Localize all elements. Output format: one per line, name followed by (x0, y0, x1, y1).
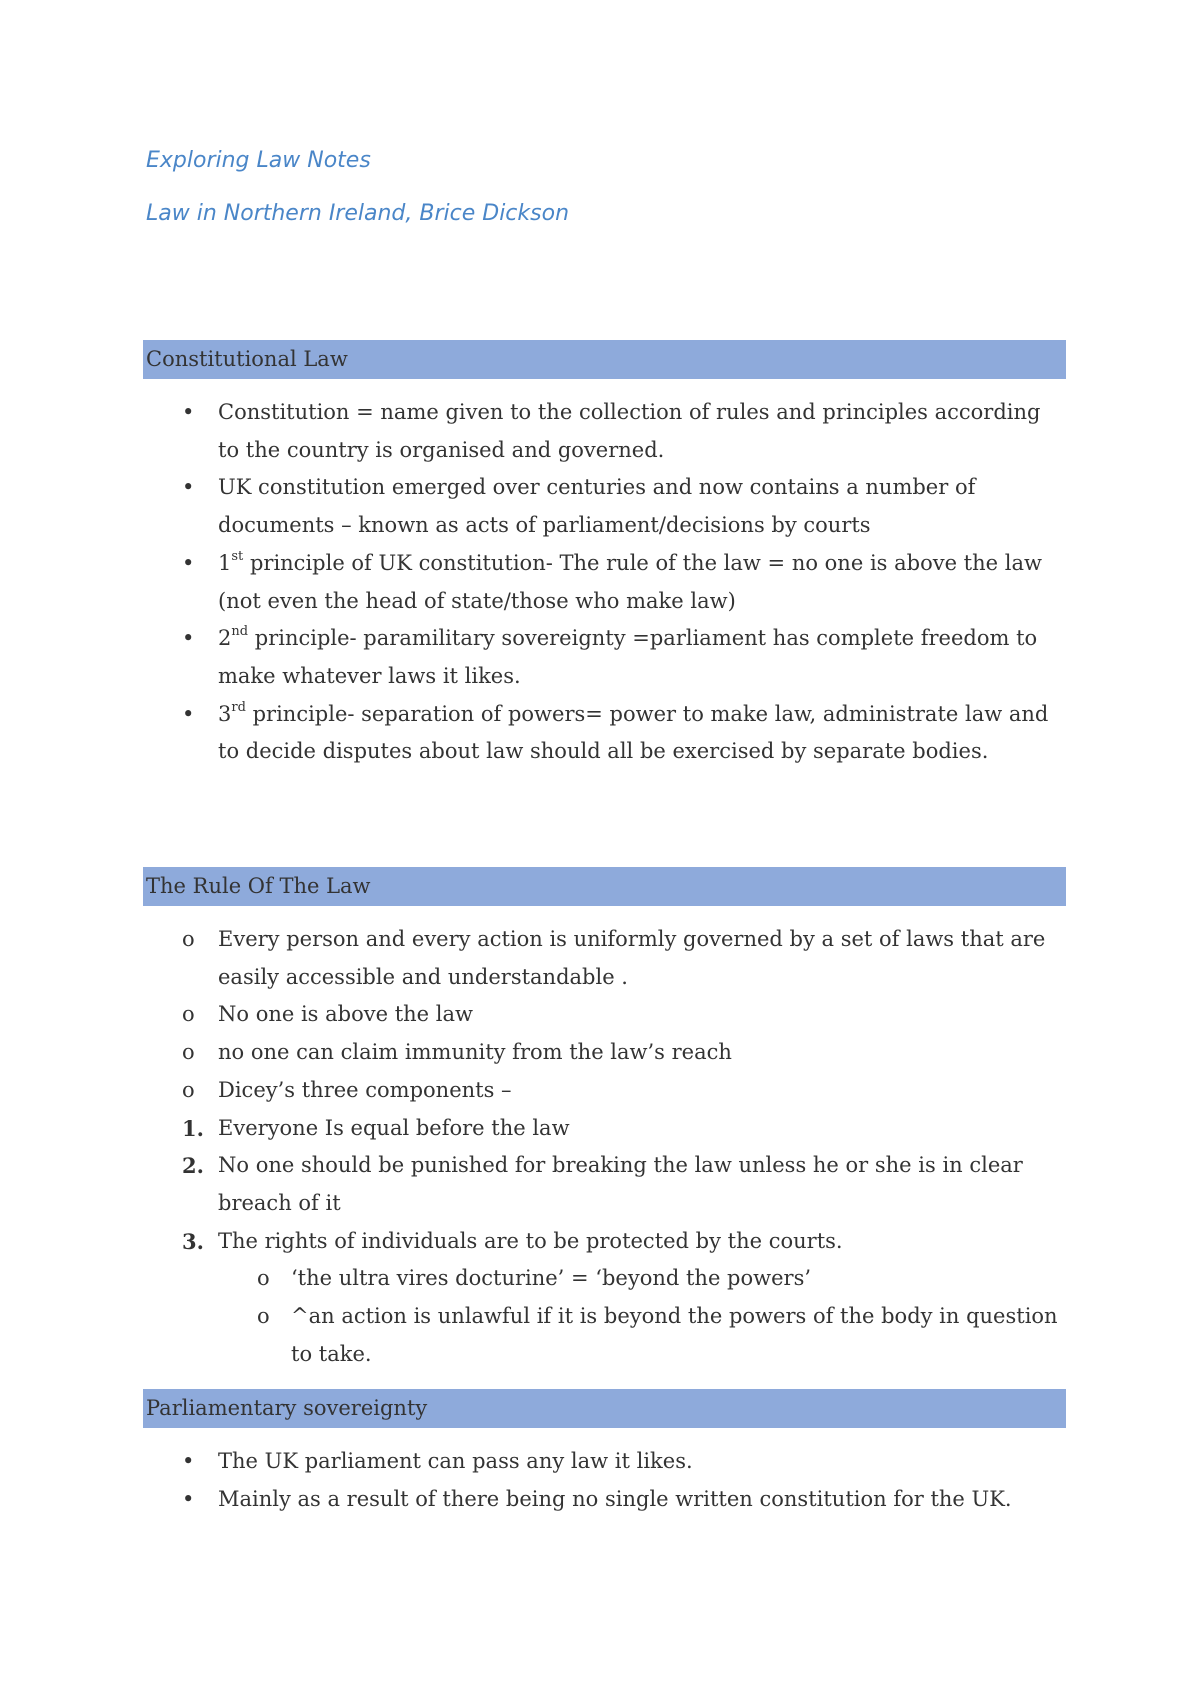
circle-marker: o (182, 1077, 195, 1102)
numbered-item (0, 1223, 1200, 1261)
constitutional-law-list (0, 394, 1200, 771)
list-item-body: principle- paramilitary sovereignty =parliament has complete freedom to make whatever laws it likes. (218, 626, 1038, 688)
list-item-text: no one can claim immunity from the law’s reach (218, 1040, 732, 1065)
list-item-text (218, 545, 1058, 620)
list-item-text: Constitution = name given to the collection of rules and principles according to the country is organised and governed. (218, 400, 1041, 462)
circle-marker: o (257, 1304, 270, 1329)
document-title: Exploring Law Notes (146, 148, 371, 173)
list-item-text: No one should be punished for breaking the law unless he or she is in clear breach of it (218, 1153, 1023, 1215)
ordinal-number: 3 (218, 701, 232, 726)
number-marker: 1. (182, 1115, 204, 1141)
list-item-text: Every person and every action is uniformly governed by a set of laws that are easily accessible and understandable . (218, 927, 1046, 989)
list-item-text: ‘the ultra vires docturine’ = ‘beyond the powers’ (291, 1266, 812, 1291)
list-item (0, 696, 1200, 771)
list-item-text: Everyone Is equal before the law (218, 1115, 570, 1140)
list-item-body: principle- separation of powers= power to make law, administrate law and to decide disputes about law should all be exercised by separate bodies. (218, 701, 1049, 764)
section-heading-rule-of-law: The Rule Of The Law (143, 867, 1066, 906)
numbered-item (0, 1110, 1200, 1148)
sub-list-item (0, 1260, 1200, 1298)
circle-marker: o (182, 927, 195, 951)
list-item-text: UK constitution emerged over centuries and now contains a number of documents – known as acts of parliament/decisions by courts (218, 475, 976, 538)
bullet-marker: • (182, 475, 195, 500)
section-heading-constitutional-law: Constitutional Law (143, 340, 1066, 379)
sub-list-item (0, 1298, 1200, 1373)
number-marker: 2. (182, 1153, 204, 1179)
rule-of-law-list (0, 921, 1200, 1373)
section-heading-parliamentary-sovereignty: Parliamentary sovereignty (143, 1389, 1066, 1428)
list-item (0, 921, 1200, 996)
circle-marker: o (257, 1266, 270, 1291)
list-item (0, 545, 1200, 620)
bullet-marker: • (182, 1449, 195, 1473)
list-item (0, 1443, 1200, 1481)
bullet-marker: • (182, 400, 195, 424)
list-item (0, 996, 1200, 1034)
number-marker: 3. (182, 1228, 204, 1254)
list-item-body: principle of UK constitution- The rule of the law = no one is above the law (not even the head of state/those who make law) (218, 550, 1042, 613)
list-item-text (218, 696, 1058, 771)
ordinal-suffix: nd (231, 624, 249, 640)
parliamentary-sovereignty-list (0, 1443, 1200, 1518)
circle-marker: o (182, 1040, 195, 1065)
list-item-text: Mainly as a result of there being no single written constitution for the UK. (218, 1486, 1012, 1511)
list-item-text: Dicey’s three components – (218, 1077, 512, 1102)
list-item (0, 1481, 1200, 1519)
numbered-item (0, 1147, 1200, 1222)
list-item (0, 469, 1200, 544)
bullet-marker: • (182, 626, 195, 651)
list-item-text: The rights of individuals are to be protected by the courts. (218, 1228, 843, 1253)
list-item (0, 394, 1200, 469)
list-item-text: The UK parliament can pass any law it likes. (218, 1449, 693, 1473)
bullet-marker: • (182, 701, 195, 726)
list-item-text: No one is above the law (218, 1002, 473, 1027)
list-item (0, 1072, 1200, 1110)
list-item-text: ^an action is unlawful if it is beyond the powers of the body in question to take. (291, 1304, 1058, 1366)
ordinal-number: 1 (218, 550, 232, 575)
ordinal-number: 2 (218, 626, 232, 651)
list-item-text (218, 620, 1058, 695)
ordinal-suffix: st (231, 548, 244, 564)
list-item (0, 620, 1200, 695)
document-subtitle: Law in Northern Ireland, Brice Dickson (146, 201, 570, 226)
bullet-marker: • (182, 550, 195, 575)
circle-marker: o (182, 1002, 195, 1027)
bullet-marker: • (182, 1486, 195, 1511)
list-item (0, 1034, 1200, 1072)
ordinal-suffix: rd (231, 699, 246, 715)
